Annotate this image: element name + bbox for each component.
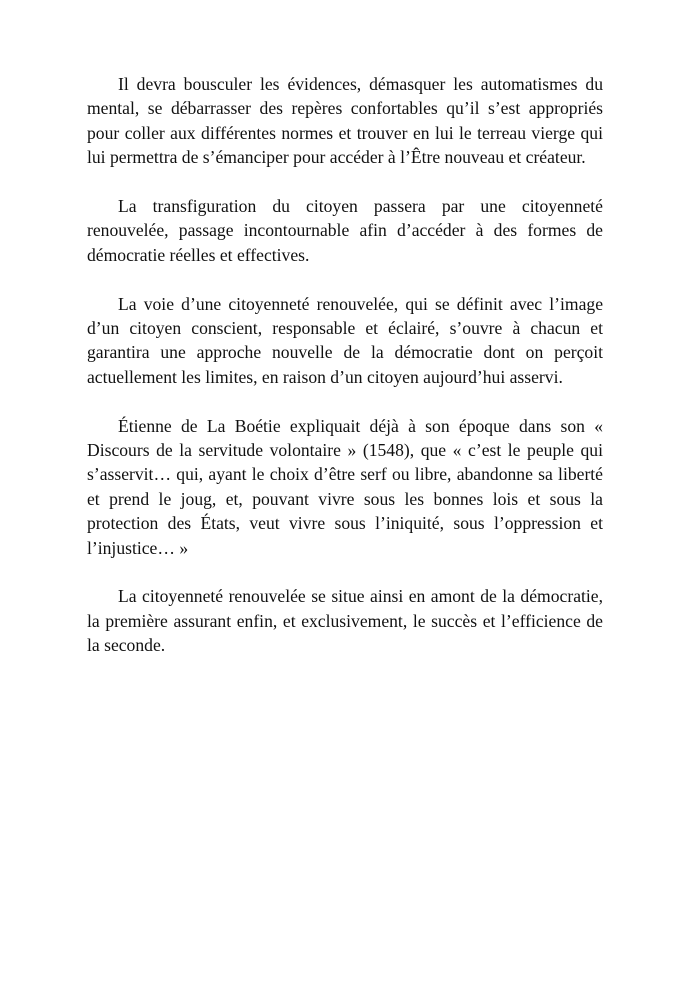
paragraph-2: La transfiguration du citoyen passera par une citoyenneté renouvelée, passage incontournable afin d’accéder à des formes de démocratie réelles et effectives.	[87, 196, 603, 265]
paragraph-3: La voie d’une citoyenneté renouvelée, qui se définit avec l’image d’un citoyen conscient, responsable et éclairé, s’ouvre à chacun et garantira une approche nouvelle de la démocratie dont on perçoit actuellement les limites, en raison d’un citoyen aujourd’hui asservi.	[87, 293, 603, 387]
paragraph-1: Il devra bousculer les évidences, démasquer les automatismes du mental, se débarrasser des repères confortables qu’il s’est appropriés pour coller aux différentes normes et trouver en lui le terreau vierge qui lui permettra de s’émanciper pour accéder à l’Être nouveau et créateur.	[87, 74, 603, 168]
paragraph-4: Étienne de La Boétie expliquait déjà à son époque dans son « Discours de la servitude volontaire » (1548), que « c’est le peuple qui s’asservit… qui, ayant le choix d’être serf ou libre, abandonne sa liberté et prend le joug, et, pouvant vivre sous les bonnes lois et sous la protection des États, veut vivre sous l’iniquité, sous l’oppression et l’injustice… »	[87, 415, 603, 558]
document-page	[87, 72, 603, 682]
paragraph-5: La citoyenneté renouvelée se situe ainsi en amont de la démocratie, la première assurant enfin, et exclusivement, le succès et l’efficience de la seconde.	[87, 586, 603, 656]
